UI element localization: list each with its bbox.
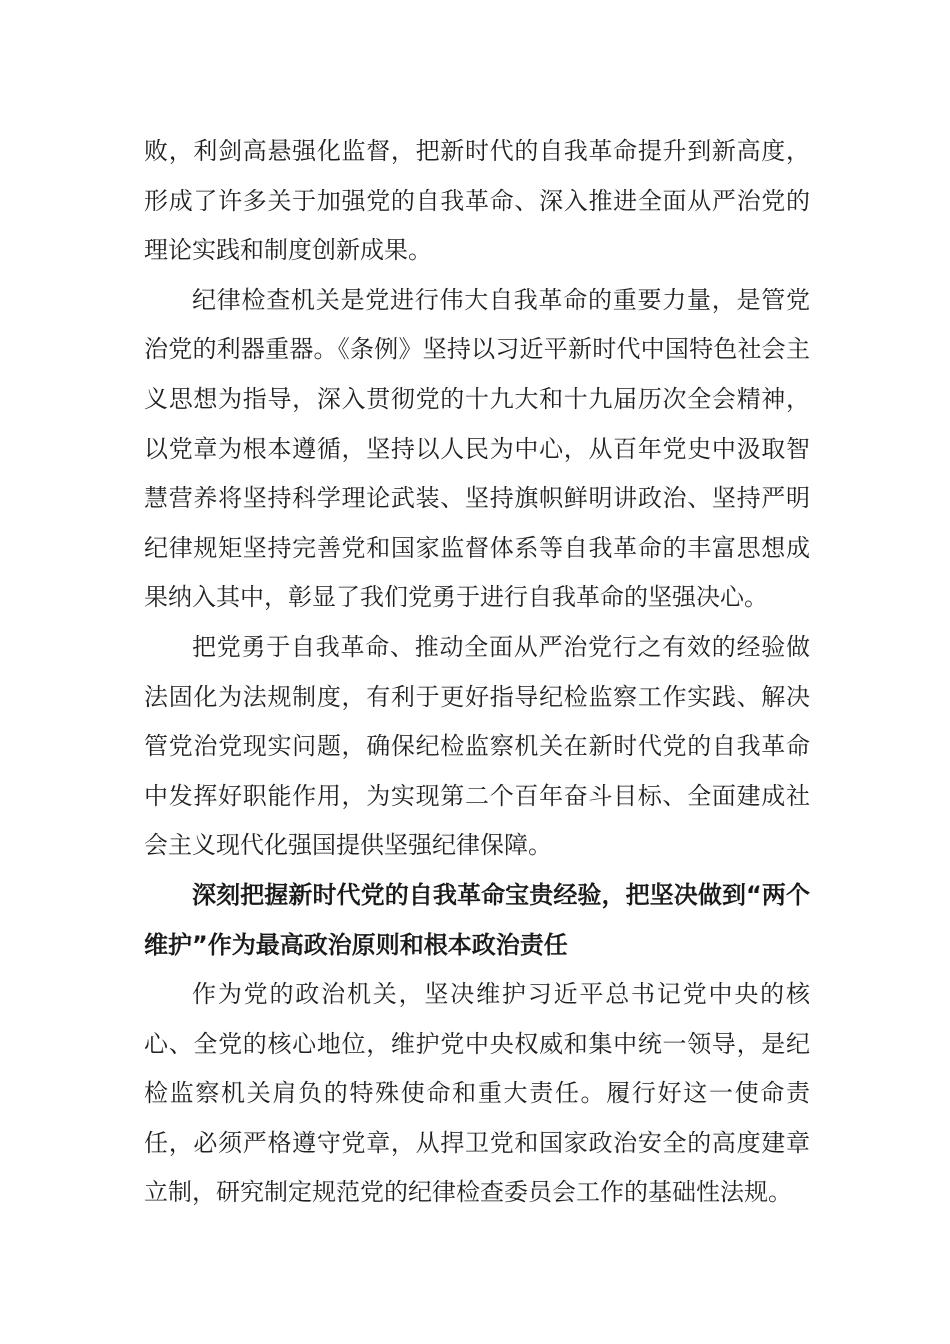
section-heading: 深刻把握新时代党的自我革命宝贵经验，把坚决做到“两个维护”作为最高政治原则和根本政治责任 xyxy=(144,880,810,959)
paragraph-discipline-inspection: 纪律检查机关是党进行伟大自我革命的重要力量，是管党治党的利器重器。《条例》坚持以习近平新时代中国特色社会主义思想为指导，深入贯彻党的十九大和十九届历次全会精神，以党章为根本遵循，坚持以人民为中心，从百年党史中汲取智慧营养将坚持科学理论武装、坚持旗帜鲜明讲政治、坚持严明纪律规矩坚持完善党和国家监督体系等自我革命的丰富思想成果纳入其中，彰显了我们党勇于进行自我革命的坚强决心。 xyxy=(144,285,810,612)
paragraph-continuation: 败，利剑高悬强化监督，把新时代的自我革命提升到新高度，形成了许多关于加强党的自我革命、深入推进全面从严治党的理论实践和制度创新成果。 xyxy=(144,137,810,265)
document-body xyxy=(144,127,810,1218)
paragraph-institutionalize-experience: 把党勇于自我革命、推动全面从严治党行之有效的经验做法固化为法规制度，有利于更好指导纪检监察工作实践、解决管党治党现实问题，确保纪检监察机关在新时代党的自我革命中发挥好职能作用，为实现第二个百年奋斗目标、全面建成社会主义现代化强国提供坚强纪律保障。 xyxy=(144,632,810,860)
paragraph-political-organ: 作为党的政治机关，坚决维护习近平总书记党中央的核心、全党的核心地位，维护党中央权威和集中统一领导，是纪检监察机关肩负的特殊使命和重大责任。履行好这一使命责任，必须严格遵守党章，从捍卫党和国家政治安全的高度建章立制，研究制定规范党的纪律检查委员会工作的基础性法规。 xyxy=(144,980,810,1207)
